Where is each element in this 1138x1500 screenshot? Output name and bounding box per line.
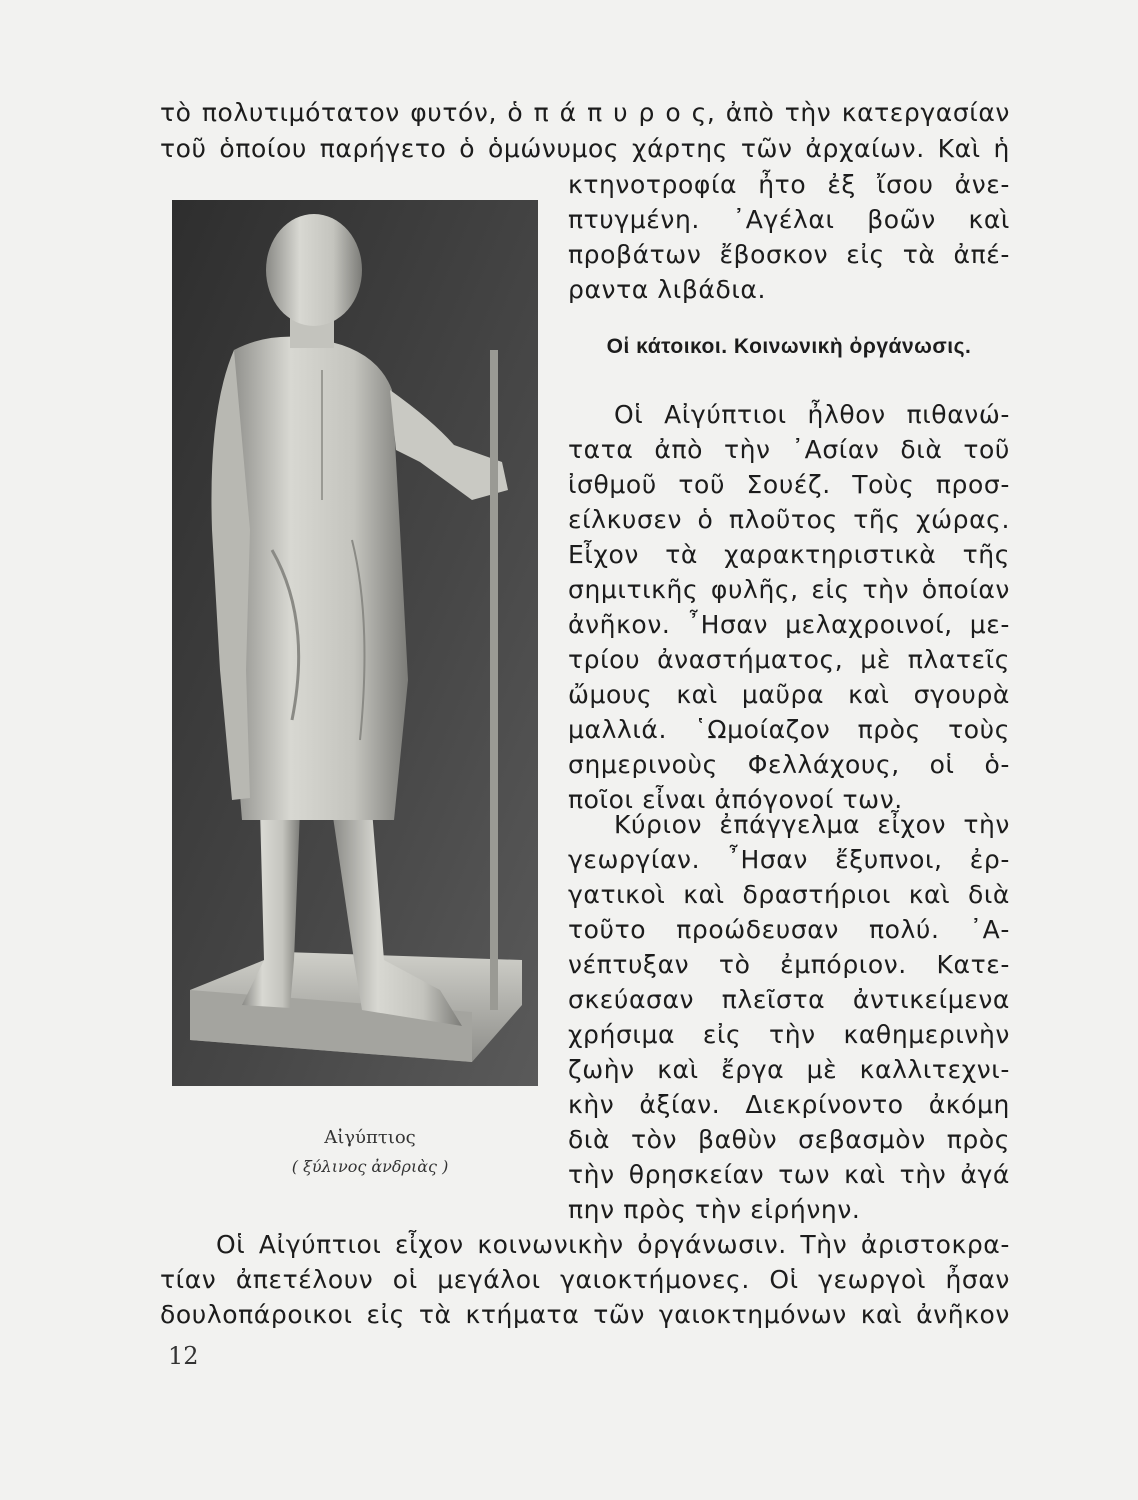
figure-caption-title: Αἰγύπτιος: [324, 1127, 416, 1148]
text-line-col-4: ραντα λιβάδια.: [568, 275, 767, 304]
paragraph2-line-3: γατικοὶ καὶ δραστήριοι καὶ διὰ: [568, 880, 1010, 909]
paragraph2-line-9: κὴν ἀξίαν. Διεκρίνοντο ἀκόμη: [568, 1090, 1010, 1119]
paragraph2-line-6: σκεύασαν πλεῖστα ἀντικείμενα: [568, 985, 1010, 1014]
page-number: 12: [168, 1342, 199, 1370]
paragraph1-line-5: Εἶχον τὰ χαρακτηριστικὰ τῆς: [568, 540, 1010, 569]
text-line-col-3: προβάτων ἔβοσκον εἰς τὰ ἀπέ-: [568, 240, 1010, 269]
paragraph1-line-4: είλκυσεν ὁ πλοῦτος τῆς χώρας.: [568, 505, 1010, 534]
paragraph3-line-2: τίαν ἀπετέλουν οἱ μεγάλοι γαιοκτήμονες. Οἱ γεωργοὶ ἦσαν: [160, 1265, 1010, 1294]
paragraph1-line-2: τατα ἀπὸ τὴν ᾿Ασίαν διὰ τοῦ: [568, 435, 1010, 464]
paragraph2-line-5: νέπτυξαν τὸ ἐμπόριον. Κατε-: [568, 950, 1010, 979]
paragraph1-line-9: ὤμους καὶ μαῦρα καὶ σγουρὰ: [568, 680, 1010, 709]
paragraph1-line-3: ἰσθμοῦ τοῦ Σουέζ. Τοὺς προσ-: [568, 470, 1010, 499]
section-heading: Οἱ κάτοικοι. Κοινωνικὴ ὀργάνωσις.: [606, 335, 972, 358]
paragraph1-line-8: τρίου ἀναστήματος, μὲ πλατεῖς: [568, 645, 1010, 674]
paragraph2-line-4: τοῦτο προώδευσαν πολύ. ᾿Α-: [568, 915, 1010, 944]
statue-illustration: [172, 200, 538, 1086]
paragraph2-line-2: γεωργίαν. ῏Ησαν ἔξυπνοι, ἐρ-: [568, 845, 1010, 874]
text-line-col-1: κτηνοτροφία ἦτο ἐξ ἴσου ἀνε-: [568, 170, 1010, 199]
paragraph2-line-12: πην πρὸς τὴν εἰρήνην.: [568, 1195, 861, 1224]
paragraph3-line-1: Οἱ Αἰγύπτιοι εἶχον κοινωνικὴν ὀργάνωσιν. Τὴν ἀριστοκρα-: [216, 1230, 1010, 1259]
statue-photo: [172, 200, 538, 1086]
paragraph3-line-3: δουλοπάροικοι εἰς τὰ κτήματα τῶν γαιοκτημόνων καὶ ἀνῆκον: [160, 1300, 1010, 1329]
paragraph1-line-1: Οἱ Αἰγύπτιοι ἦλθον πιθανώ-: [614, 400, 1010, 429]
paragraph2-line-8: ζωὴν καὶ ἔργα μὲ καλλιτεχνι-: [568, 1055, 1010, 1084]
text-line-intro-2: τοῦ ὁποίου παρήγετο ὁ ὁμώνυμος χάρτης τῶν ἀρχαίων. Καὶ ἡ: [160, 134, 1010, 163]
paragraph1-line-10: μαλλιά. ῾Ωμοίαζον πρὸς τοὺς: [568, 715, 1010, 744]
paragraph1-line-11: σημερινοὺς Φελλάχους, οἱ ὁ-: [568, 750, 1010, 779]
paragraph1-line-7: ἀνῆκον. ῏Ησαν μελαχροινοί, με-: [568, 610, 1010, 639]
paragraph2-line-7: χρήσιμα εἰς τὴν καθημερινὴν: [568, 1020, 1010, 1049]
paragraph1-line-6: σημιτικῆς φυλῆς, εἰς τὴν ὁποίαν: [568, 575, 1010, 604]
paragraph2-line-10: διὰ τὸν βαθὺν σεβασμὸν πρὸς: [568, 1125, 1010, 1154]
paragraph2-line-1: Κύριον ἐπάγγελμα εἶχον τὴν: [614, 810, 1010, 839]
paragraph1-line-12: ποῖοι εἶναι ἀπόγονοί των.: [568, 785, 903, 814]
text-line-col-2: πτυγμένη. ᾿Αγέλαι βοῶν καὶ: [568, 205, 1010, 234]
text-line-intro-1: τὸ πολυτιμότατον φυτόν, ὁ π ά π υ ρ ο ς, ἀπὸ τὴν κατεργασίαν: [160, 98, 1010, 127]
figure-caption-subtitle: ( ξύλινος ἀνδριὰς ): [291, 1157, 449, 1176]
paragraph2-line-11: τὴν θρησκείαν των καὶ τὴν ἀγά: [568, 1160, 1010, 1189]
